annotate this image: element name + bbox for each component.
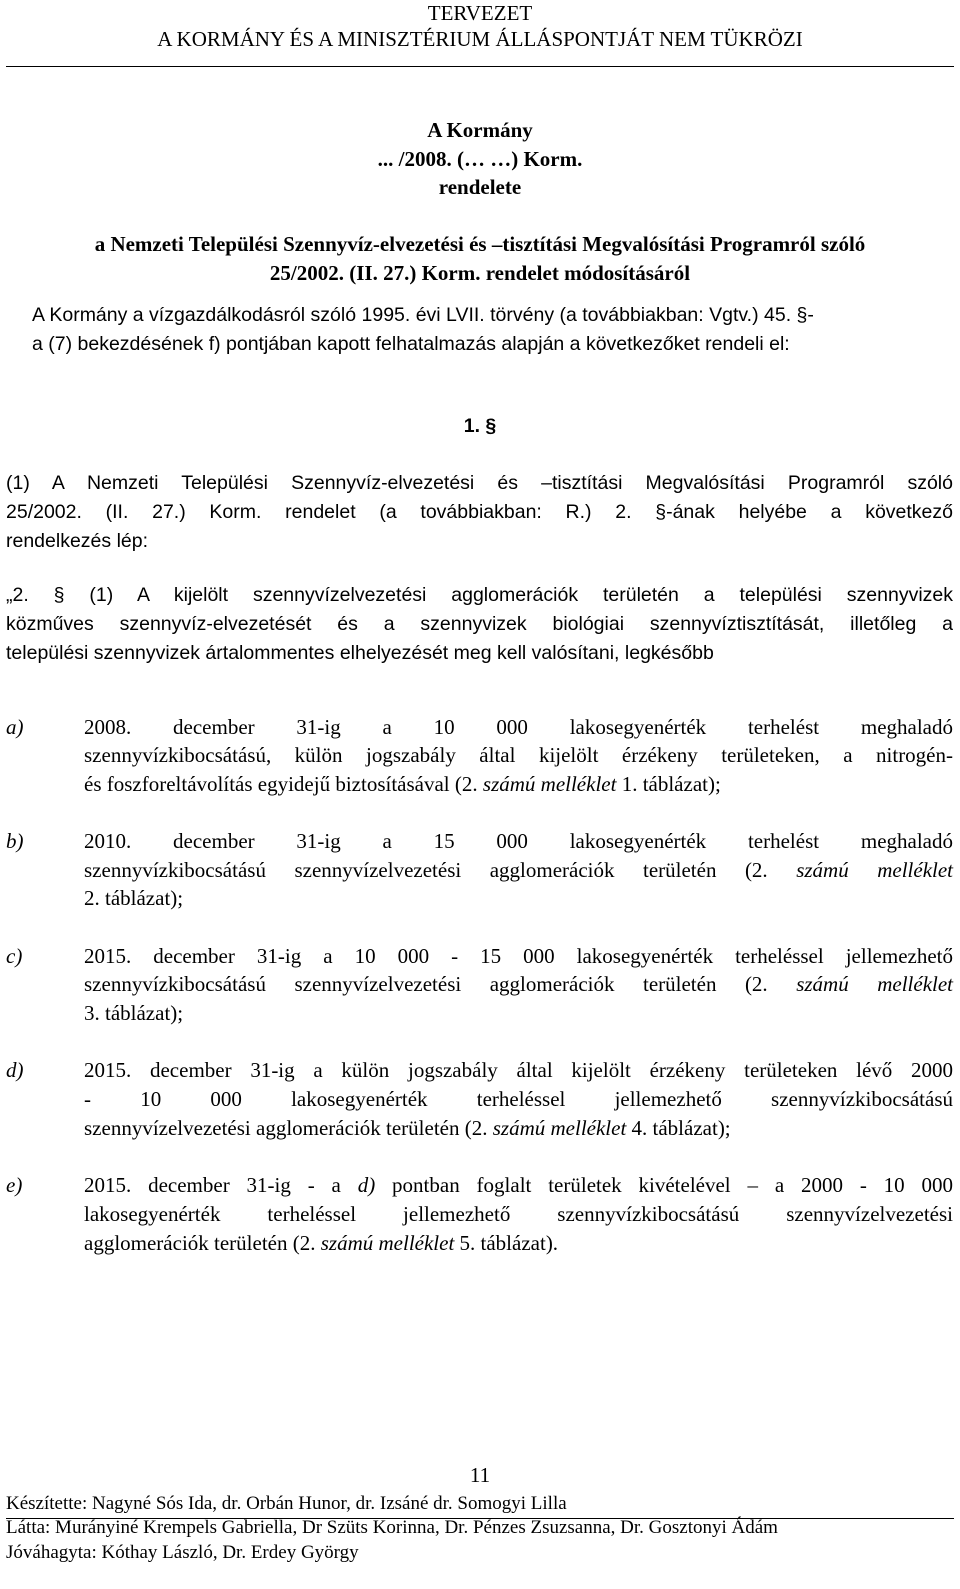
footer-reviewed-by: Látta: Murányiné Krempels Gabriella, Dr Szüts Korinna, Dr. Pénzes Zsuzsanna, Dr. Gosztonyi Ádám (6, 1517, 778, 1538)
title-subject-line1: a Nemzeti Települési Szennyvíz-elvezetési és –tisztítási Megvalósítási Programról szóló (94, 232, 866, 256)
item-a-line2: szennyvízkibocsátású, külön jogszabály által kijelölt érzékeny területeken, a nitrogén- (84, 743, 953, 767)
item-b-line2 (84, 856, 953, 884)
item-b-line2-text: szennyvízkibocsátású szennyvízelvezetési agglomerációk területén (2. (84, 858, 797, 882)
item-b-annex-ref: számú melléklet (796, 858, 954, 882)
item-a-line1: 2008. december 31-ig a 10 000 lakosegyenérték terhelést meghaladó (84, 715, 953, 739)
item-e-line1-text: 2015. december 31-ig - a (84, 1173, 358, 1197)
item-d-line3 (84, 1114, 953, 1142)
item-e-label: e) (6, 1173, 23, 1197)
item-d-line2: - 10 000 lakosegyenérték terheléssel jellemezhető szennyvízkibocsátású (84, 1087, 953, 1111)
item-e-line3-text: agglomerációk területén (2. (84, 1231, 321, 1255)
paragraph2-line3: települési szennyvizek ártalommentes elhelyezését meg kell valósítani, legkésőbb (6, 642, 714, 664)
item-d-table-ref: 4. táblázat); (626, 1116, 731, 1140)
footer-prepared-by: Készítette: Nagyné Sós Ida, dr. Orbán Hunor, dr. Izsáné dr. Somogyi Lilla (6, 1493, 567, 1514)
item-b-label: b) (6, 829, 24, 853)
item-e-line3 (84, 1229, 953, 1257)
title-subject-line2: 25/2002. (II. 27.) Korm. rendelet módosításáról (269, 261, 691, 285)
item-c-line2 (84, 970, 953, 998)
item-e-line2: lakosegyenérték terheléssel jellemezhető szennyvízkibocsátású szennyvízelvezetési (84, 1202, 953, 1226)
paragraph1-line3: rendelkezés lép: (6, 530, 149, 552)
item-a-line3-text: és foszforeltávolítás egyidejű biztosításával (2. (84, 772, 483, 796)
item-c-label: c) (6, 944, 23, 968)
item-c-line3: 3. táblázat); (84, 1001, 184, 1025)
item-d-annex-ref: számú melléklet (492, 1116, 627, 1140)
item-d-label: d) (6, 1058, 24, 1082)
item-c-line2-text: szennyvízkibocsátású szennyvízelvezetési agglomerációk területén (2. (84, 972, 797, 996)
footer-approved-by: Jóváhagyta: Kóthay László, Dr. Erdey György (6, 1542, 359, 1563)
item-a-annex-ref: számú melléklet (482, 772, 617, 796)
disclaimer-header: A KORMÁNY ÉS A MINISZTÉRIUM ÁLLÁSPONTJÁT NEM TÜKRÖZI (157, 27, 803, 51)
draft-header-label: TERVEZET (427, 1, 533, 25)
item-c-annex-ref: számú melléklet (796, 972, 954, 996)
section-number: 1. § (463, 415, 497, 437)
item-d-line1: 2015. december 31-ig a külön jogszabály által kijelölt érzékeny területeken lévő 2000 (84, 1058, 953, 1082)
item-d-line3-text: szennyvízelvezetési agglomerációk területén (2. (84, 1116, 493, 1140)
item-a-line3 (84, 770, 953, 798)
item-e-table-ref: 5. táblázat). (454, 1231, 559, 1255)
paragraph1-line1: (1) A Nemzeti Települési Szennyvíz-elvezetési és –tisztítási Megvalósítási Programról szóló (6, 472, 953, 494)
title-number: ... /2008. (… …) Korm. (377, 147, 583, 171)
item-e-annex-ref: számú melléklet (320, 1231, 455, 1255)
header-divider (6, 66, 954, 67)
paragraph1-line2: 25/2002. (II. 27.) Korm. rendelet (a továbbiakban: R.) 2. §-ának helyébe a következő (6, 501, 953, 523)
title-issuer: A Kormány (427, 118, 533, 142)
paragraph2-line2: közműves szennyvíz-elvezetését és a szennyvizek biológiai szennyvíztisztítását, illetőleg a (6, 613, 953, 635)
item-c-line1: 2015. december 31-ig a 10 000 - 15 000 lakosegyenérték terheléssel jellemezhető (84, 944, 953, 968)
paragraph2-line1: „2. § (1) A kijelölt szennyvízelvezetési agglomerációk területén a települési szennyvizek (6, 584, 953, 606)
item-b-line1: 2010. december 31-ig a 15 000 lakosegyenérték terhelést meghaladó (84, 829, 953, 853)
item-e-point-ref: d) (357, 1173, 376, 1197)
title-type: rendelete (438, 175, 522, 199)
page-number: 11 (469, 1463, 491, 1487)
item-a-label: a) (6, 715, 24, 739)
item-a-table-ref: 1. táblázat); (616, 772, 721, 796)
preamble-line2: a (7) bekezdésének f) pontjában kapott felhatalmazás alapján a következőket rendeli el: (32, 333, 790, 355)
item-e-line1 (84, 1171, 953, 1199)
item-b-line3: 2. táblázat); (84, 886, 184, 910)
item-e-line1-rest: pontban foglalt területek kivételével – a 2000 - 10 000 (375, 1173, 953, 1197)
preamble-line1: A Kormány a vízgazdálkodásról szóló 1995. évi LVII. törvény (a továbbiakban: Vgtv.) 45. §- (32, 304, 814, 326)
